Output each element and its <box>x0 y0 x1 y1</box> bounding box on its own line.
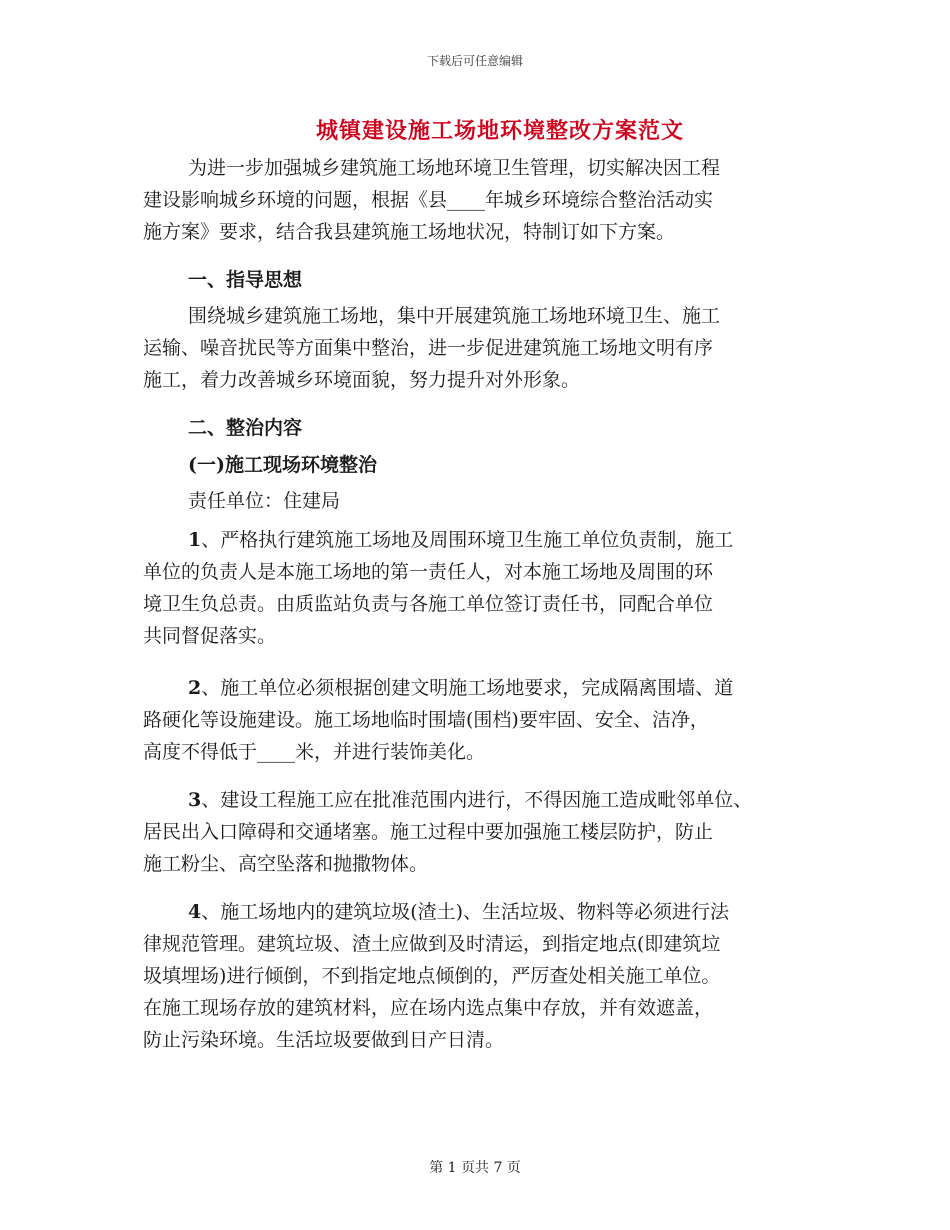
paragraph-line: 圾填埋场)进行倾倒，不到指定地点倾倒的，严厉查处相关施工单位。 <box>143 965 721 987</box>
header-note: 下载后可任意编辑 <box>426 54 523 68</box>
paragraph-line: 防止污染环境。生活垃圾要做到日产日清。 <box>143 1029 505 1051</box>
list-item: 4、施工场地内的建筑垃圾(渣土)、生活垃圾、物料等必须进行法 律规范管理。建筑垃圾、渣土应做到及时清运，到指定地点(即建筑垃 圾填埋场)进行倾倒，不到指定地点倾倒的，严厉查处相关施工单位。 在施工现场存放的建筑材料，应在场内选点集中存放，并有效遮盖， 防止污染环境。生活垃圾要做到日产日清。 <box>143 896 729 1056</box>
paragraph-line: 路硬化等设施建设。施工场地临时围墙(围档)要牢固、安全、洁净， <box>143 709 709 731</box>
list-item: 1、严格执行建筑施工场地及周围环境卫生施工单位负责制，施工 单位的负责人是本施工场地的第一责任人，对本施工场地及周围的环 境卫生负总责。由质监站负责与各施工单位签订责任书，同配合单位 共同督促落实。 <box>143 524 733 652</box>
paragraph-line: 围绕城乡建筑施工场地，集中开展建筑施工场地环境卫生、施工 <box>188 305 721 327</box>
page-footer: 第 1 页共 7 页 <box>429 1160 521 1176</box>
paragraph-line: 共同督促落实。 <box>143 625 277 647</box>
section1-paragraph <box>143 300 720 396</box>
item-number: 2 <box>188 677 202 699</box>
item-number: 1 <box>188 529 202 551</box>
paragraph-line: 运输、噪音扰民等方面集中整治，进一步促进建筑施工场地文明有序 <box>143 337 714 359</box>
paragraph-line: 律规范管理。建筑垃圾、渣土应做到及时清运，到指定地点(即建筑垃 <box>143 933 721 955</box>
item-number: 3 <box>188 789 202 811</box>
paragraph-line: 施方案》要求，结合我县建筑施工场地状况，特制订如下方案。 <box>143 221 676 243</box>
section-heading: 二、整治内容 <box>188 417 303 439</box>
paragraph-line: 施工，着力改善城乡环境面貌，努力提升对外形象。 <box>143 369 581 391</box>
paragraph-line: 为进一步加强城乡建筑施工场地环境卫生管理，切实解决因工程 <box>188 157 721 179</box>
subsection-heading: (一)施工现场环境整治 <box>188 454 377 476</box>
paragraph-line: 在施工现场存放的建筑材料，应在场内选点集中存放，并有效遮盖， <box>143 997 714 1019</box>
paragraph-line: 境卫生负总责。由质监站负责与各施工单位签订责任书，同配合单位 <box>143 593 714 615</box>
item-number: 4 <box>188 901 202 923</box>
list-item: 3、建设工程施工应在批准范围内进行，不得因施工造成毗邻单位、 居民出入口障碍和交通堵塞。施工过程中要加强施工楼层防护，防止 施工粉尘、高空坠落和抛撒物体。 <box>143 784 752 880</box>
paragraph-line: 施工粉尘、高空坠落和抛撒物体。 <box>143 853 429 875</box>
paragraph-line: 单位的负责人是本施工场地的第一责任人，对本施工场地及周围的环 <box>143 561 714 583</box>
paragraph-line: 居民出入口障碍和交通堵塞。施工过程中要加强施工楼层防护，防止 <box>143 821 714 843</box>
responsible-unit: 责任单位：住建局 <box>188 490 341 512</box>
document-title: 城镇建设施工场地环境整改方案范文 <box>315 118 684 144</box>
section-heading: 一、指导思想 <box>188 269 303 291</box>
paragraph-line: 高度不得低于____米，并进行装饰美化。 <box>143 741 486 763</box>
paragraph-line: 建设影响城乡环境的问题，根据《县____年城乡环境综合整治活动实 <box>143 189 714 211</box>
intro-paragraph <box>143 152 720 248</box>
list-item: 2、施工单位必须根据创建文明施工场地要求，完成隔离围墙、道 路硬化等设施建设。施工场地临时围墙(围档)要牢固、安全、洁净， 高度不得低于____米，并进行装饰美化。 <box>143 672 733 768</box>
